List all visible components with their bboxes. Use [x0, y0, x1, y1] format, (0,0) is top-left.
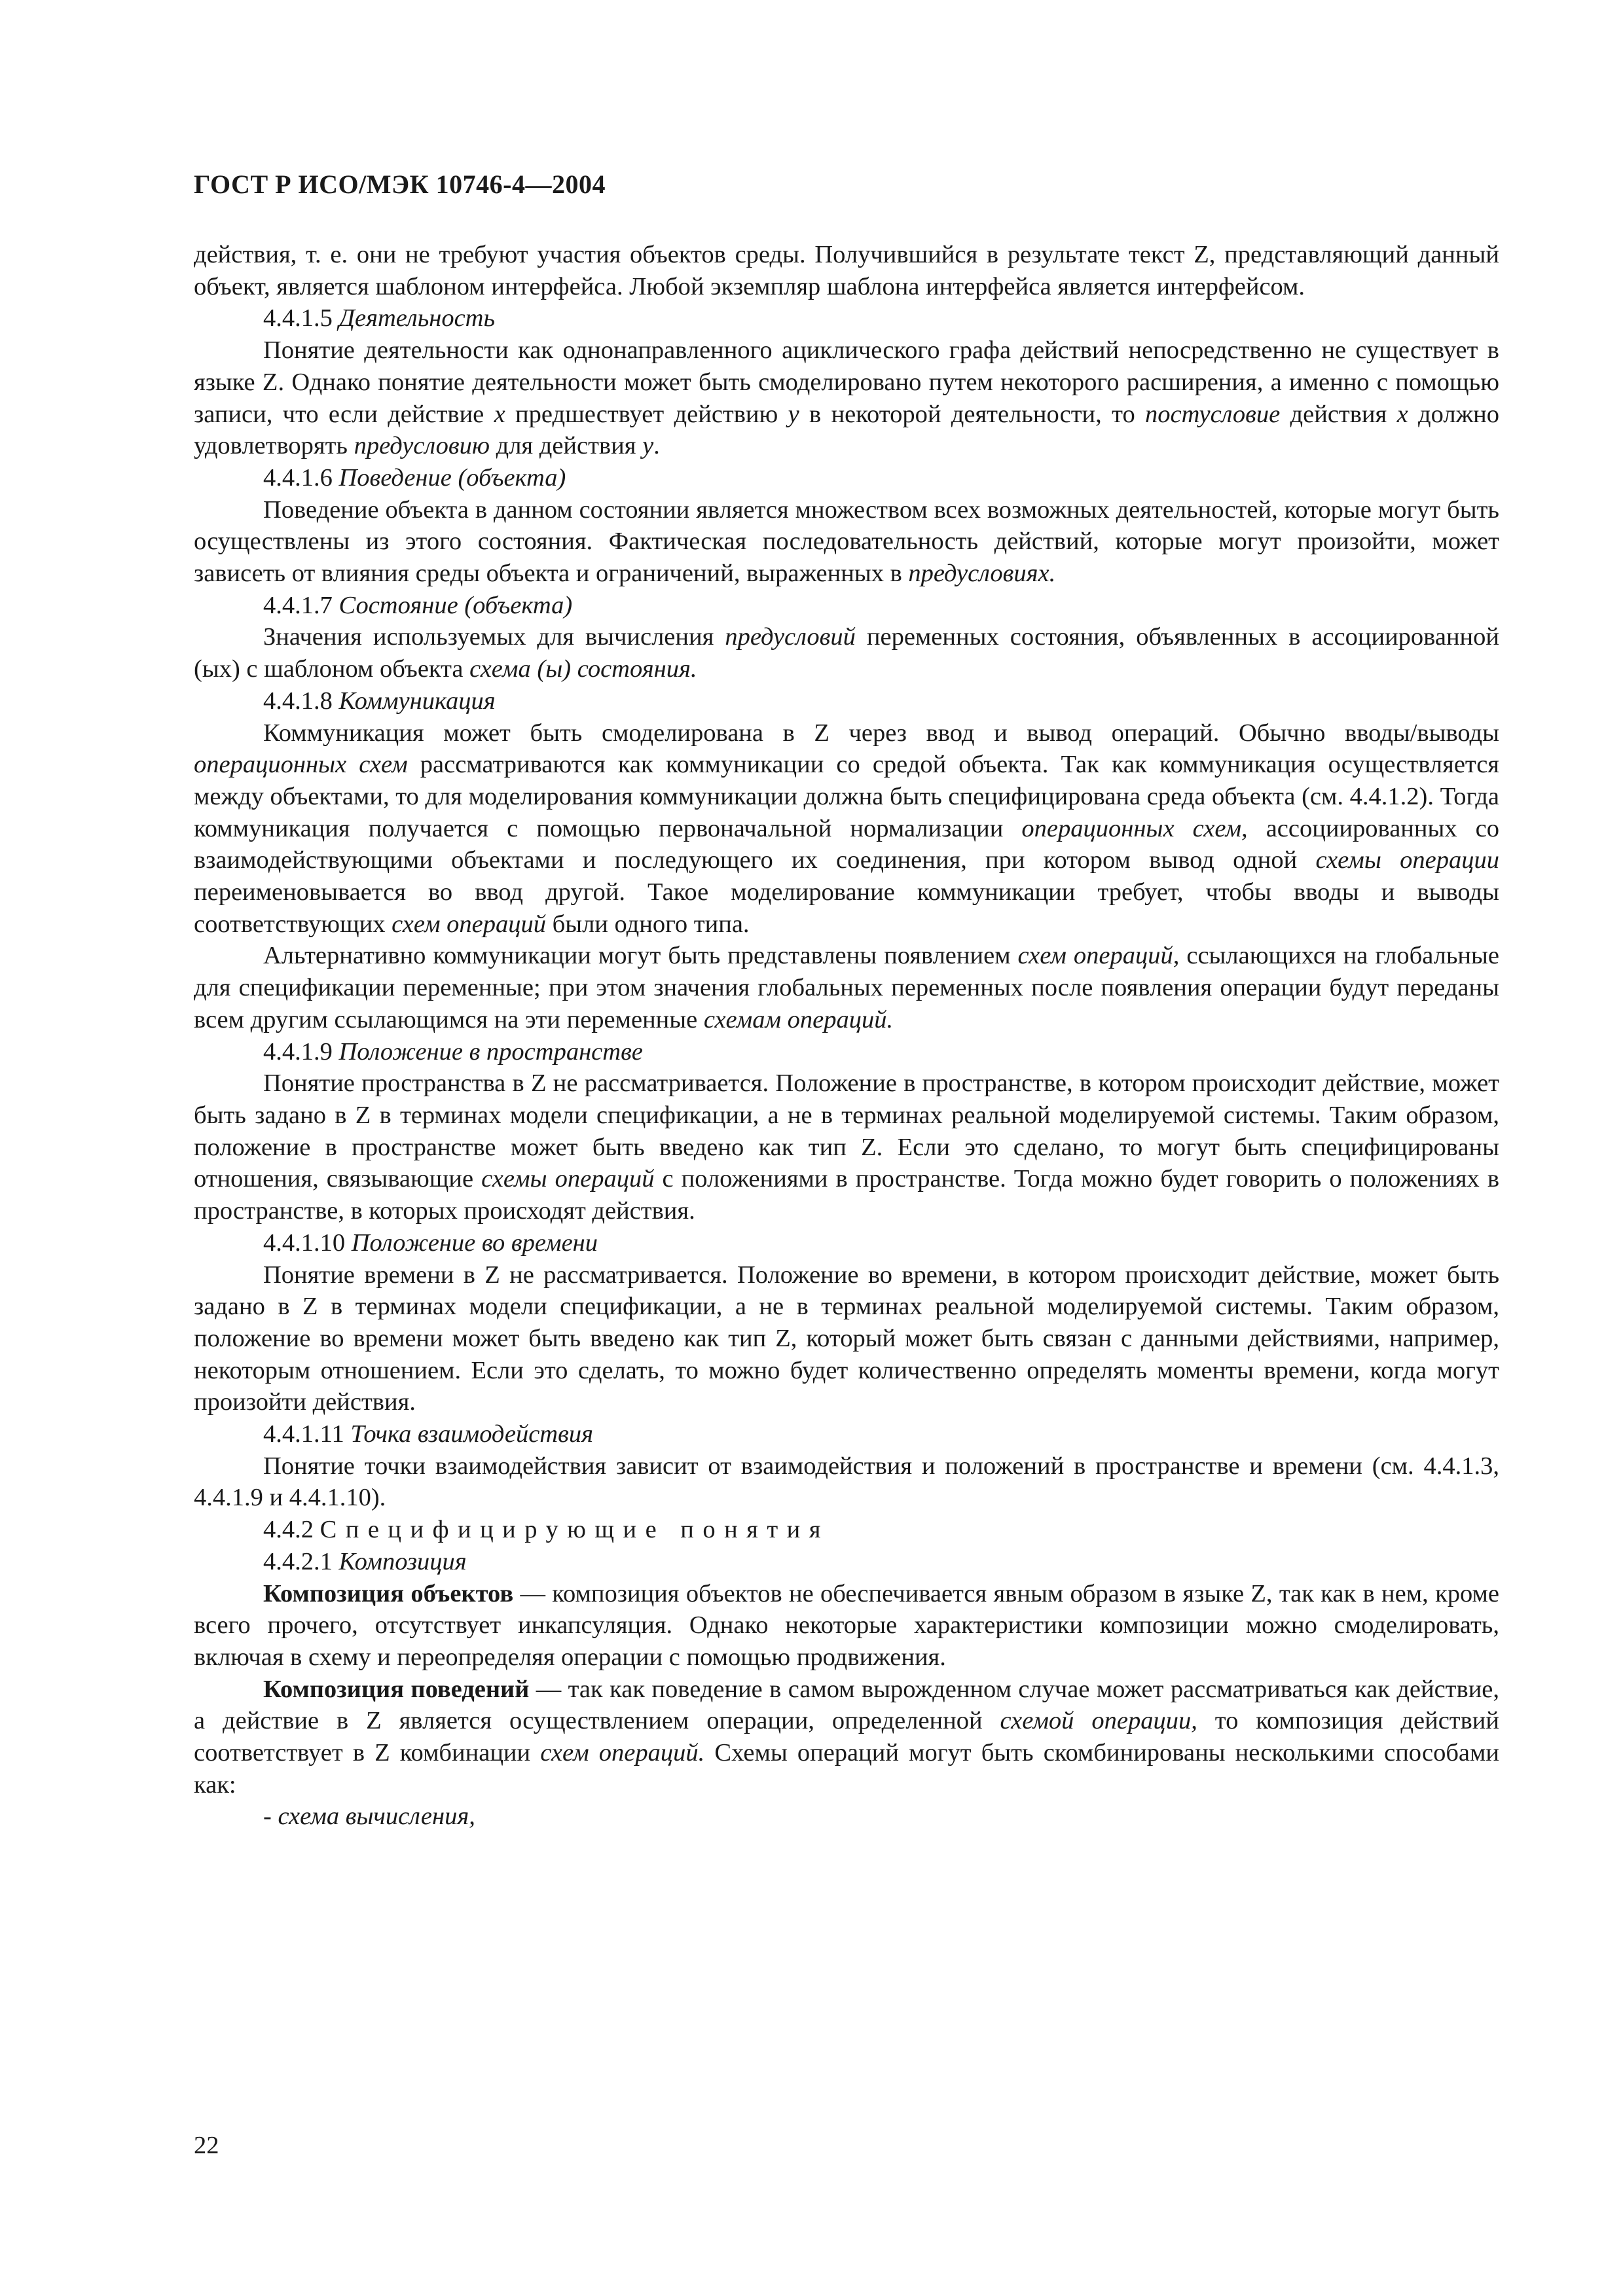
italic-text: схем операций.	[540, 1739, 705, 1767]
paragraph	[194, 1259, 1499, 1419]
italic-text: Точка взаимодействия	[350, 1420, 593, 1448]
text-run: то композиция действий соответствует в Z комбинации	[194, 1707, 1499, 1767]
text-run: рассматриваются как коммуникации со средой объекта. Так как коммуникация осуществляется между объектами, то для моделирования коммуникации должна быть специфицирована среда объекта (см. 4.4.1.2). Тогда коммуникация получается с помощью первоначальной нормализации	[194, 751, 1499, 842]
italic-text: Положение во времени	[351, 1229, 598, 1257]
text-run: 4.4.1.8	[263, 687, 339, 715]
italic-text: схемой операции,	[1000, 1707, 1197, 1735]
paragraph	[194, 494, 1499, 590]
section-heading	[194, 462, 1499, 494]
text-run: с положениями в пространстве. Тогда можно будет говорить о положениях в пространстве, в которых происходят действия.	[194, 1165, 1499, 1225]
italic-text: предусловий	[725, 623, 856, 651]
paragraph	[194, 239, 1499, 302]
bold-term: Композиция поведений	[263, 1675, 530, 1703]
italic-text: Положение в пространстве	[338, 1037, 643, 1066]
text-run: 4.4.1.6	[263, 463, 339, 492]
section-heading	[194, 1036, 1499, 1068]
italic-text: Деятельность	[338, 304, 495, 332]
italic-text: схемы операции	[1315, 846, 1499, 874]
italic-text: х	[494, 400, 505, 428]
text-run: .	[653, 432, 660, 460]
text-run: Значения используемых для вычисления	[263, 623, 725, 651]
bold-term: Композиция объектов	[263, 1579, 514, 1607]
italic-text: схем операций	[392, 910, 546, 938]
italic-text: схемам операций.	[703, 1005, 894, 1033]
section-heading	[194, 302, 1499, 334]
italic-text: схема вычисления,	[278, 1803, 475, 1831]
text-run: в некоторой деятельности, то	[799, 400, 1146, 428]
text-run: Альтернативно коммуникации могут быть представлены появлением	[263, 942, 1018, 970]
text-run: Схемы операций могут быть скомбинированы несколькими способами как:	[194, 1739, 1499, 1799]
italic-text: предусловию	[354, 432, 490, 460]
paragraph	[194, 717, 1499, 941]
text-run: переименовывается во ввод другой. Такое моделирование коммуникации требует, чтобы вводы и выводы соответствующих	[194, 878, 1499, 938]
text-run: — так как поведение в самом вырожденном случае может рассматриваться как действие, а действие в Z является осуществлением операции, определенной	[194, 1675, 1500, 1735]
text-run: Понятие точки взаимодействия зависит от взаимодействия и положений в пространстве и времени (см. 4.4.1.3, 4.4.1.9 и 4.4.1.10).	[194, 1452, 1499, 1512]
paragraph	[194, 1450, 1499, 1514]
italic-text: схема (ы) состояния.	[469, 655, 697, 683]
paragraph	[194, 1578, 1499, 1674]
italic-text: схем операций,	[1017, 942, 1180, 970]
list-item	[194, 1801, 1499, 1833]
italic-text: Коммуникация	[338, 687, 496, 715]
text-run: Специфицирующие понятия	[319, 1516, 830, 1544]
text-run: действия	[1280, 400, 1397, 428]
text-run: переменных состояния, объявленных в ассоциированной (ых) с шаблоном объекта	[194, 623, 1499, 683]
paragraph	[194, 940, 1499, 1035]
section-heading	[194, 1418, 1499, 1450]
text-run: 4.4.1.5	[263, 304, 339, 332]
paragraph	[194, 334, 1499, 462]
text-run: Понятие пространства в Z не рассматривается. Положение в пространстве, в котором происходит действие, может быть задано в Z в терминах модели спецификации, а не в терминах реальной моделируемой системы. Таким образом, положение в пространстве может быть введено как тип Z. Если это сделано, то могут быть специфицированы отношения, связывающие	[194, 1069, 1499, 1193]
text-run: 4.4.1.11	[263, 1420, 351, 1448]
text-run: Поведение объекта в данном состоянии является множеством всех возможных деятельностей, которые могут быть осуществлены из этого состояния. Фактическая последовательность действий, которые могут произойти, может зависеть от влияния среды объекта и ограничений, выраженных в	[194, 495, 1499, 588]
italic-text: схемы операций	[481, 1165, 655, 1193]
section-heading	[194, 1546, 1499, 1578]
page-number: 22	[194, 2132, 219, 2159]
italic-text: предусловиях.	[908, 560, 1056, 588]
italic-text: у	[788, 400, 799, 428]
section-heading	[194, 1227, 1499, 1259]
text-run: — композиция объектов не обеспечивается явным образом в языке Z, так как в нем, кроме всего прочего, отсутствует инкапсуляция. Однако некоторые характеристики композиции можно смоделировать, включая в схему и переопределяя операции с помощью продвижения.	[194, 1579, 1500, 1671]
text-run: ассоциированных со взаимодействующими объектами и последующего их соединения, при котором вывод одной	[194, 814, 1499, 874]
text-run: предшествует действию	[505, 400, 788, 428]
paragraph	[194, 1067, 1499, 1227]
section-heading	[194, 1514, 1499, 1546]
document-body	[194, 239, 1499, 1833]
text-run: должно удовлетворять	[194, 400, 1500, 460]
italic-text: х	[1396, 400, 1408, 428]
text-run: 4.4.1.9	[263, 1037, 339, 1066]
text-run: действия, т. е. они не требуют участия объектов среды. Получившийся в результате текст Z, представляющий данный объект, является шаблоном интерфейса. Любой экземпляр шаблона интерфейса является интерфейсом.	[194, 241, 1499, 300]
italic-text: постусловие	[1145, 400, 1281, 428]
text-run: -	[263, 1803, 278, 1831]
text-run: 4.4.2.1	[263, 1547, 339, 1575]
italic-text: Композиция	[338, 1547, 467, 1575]
text-run: Понятие деятельности как однонаправленного ациклического графа действий непосредственно не существует в языке Z. Однако понятие деятельности может быть смоделировано путем некоторого расширения, а именно с помощью записи, что если действие	[194, 336, 1499, 428]
text-run: для действия	[489, 432, 643, 460]
text-run: ссылающихся на глобальные для спецификации переменные; при этом значения глобальных переменных после появления операции будут переданы всем другим ссылающимся на эти переменные	[194, 942, 1499, 1033]
document-header: ГОСТ Р ИСО/МЭК 10746-4—2004	[194, 170, 606, 199]
section-heading	[194, 685, 1499, 717]
italic-text: у	[642, 432, 654, 460]
text-run: 4.4.2	[263, 1516, 320, 1544]
text-run: Понятие времени в Z не рассматривается. Положение во времени, в котором происходит действие, может быть задано в Z в терминах модели спецификации, а не в терминах реальной моделируемой системы. Таким образом, положение во времени может быть введено как тип Z, который может быть связан с данными действиями, например, некоторым отношением. Если это сделать, то можно будет количественно определять моменты времени, когда могут произойти действия.	[194, 1261, 1499, 1416]
section-heading	[194, 590, 1499, 622]
italic-text: операционных схем	[194, 751, 408, 779]
text-run: 4.4.1.7	[263, 591, 339, 619]
italic-text: Состояние (объекта)	[338, 591, 573, 619]
paragraph	[194, 621, 1499, 685]
italic-text: Поведение (объекта)	[338, 463, 566, 492]
text-run: были одного типа.	[546, 910, 750, 938]
paragraph	[194, 1674, 1499, 1801]
text-run: 4.4.1.10	[263, 1229, 352, 1257]
italic-text: операционных схем,	[1021, 814, 1248, 842]
text-run: Коммуникация может быть смоделирована в Z через ввод и вывод операций. Обычно вводы/выводы	[263, 719, 1499, 747]
